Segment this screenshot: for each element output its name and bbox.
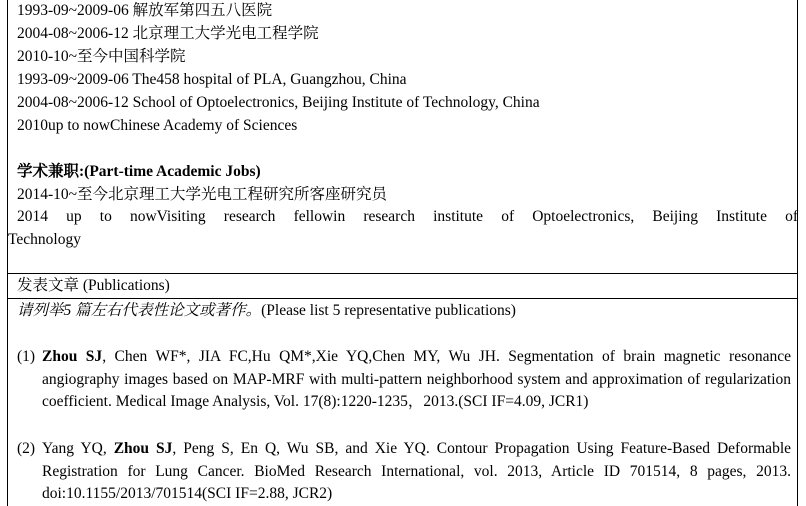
lead-author: Zhou SJ <box>42 348 103 365</box>
academic-jobs-heading: 学术兼职:(Part-time Academic Jobs) <box>17 163 261 180</box>
publication-number: (1) <box>17 348 36 365</box>
experience-line-5: 2004-08~2006-12 School of Optoelectronics, Beijing Institute of Technology, China <box>17 94 540 111</box>
lead-author: Zhou SJ <box>113 440 173 457</box>
experience-line-6: 2010up to nowChinese Academy of Sciences <box>17 117 298 134</box>
publications-heading: 发表文章 (Publications) <box>17 277 170 294</box>
publication-number: (2) <box>17 440 36 457</box>
experience-line-3: 2010-10~至今中国科学院 <box>17 48 186 65</box>
publication-pre: Yang YQ, <box>42 440 114 457</box>
academic-job-en: 2014 up to nowVisiting research fellowin research institute of Optoelectronics, Beijing Institute of <box>17 208 798 225</box>
academic-job-cn: 2014-10~至今北京理工大学光电工程研究所客座研究员 <box>17 186 388 203</box>
publication-item-2 <box>17 438 791 506</box>
publication-text: , Chen WF*, JIA FC,Hu QM*,Xie YQ,Chen MY, Wu JH. Segmentation of brain magnetic resonance angiography images based on MAP-MRF with multi-pattern neighborhood system and approximation of regularization coefficient. Medical Image Analysis, Vol. 17(8):1220-1235，2013.(SCI IF=4.09, JCR1) <box>42 348 791 410</box>
experience-line-1: 1993-09~2009-06 解放军第四五八医院 <box>17 2 273 19</box>
instruction-en: (Please list 5 representative publications) <box>261 302 516 319</box>
publication-text: , Peng S, En Q, Wu SB, and Xie YQ. Contour Propagation Using Feature-Based Deformable Registration for Lung Cancer. BioMed Research International, vol. 2013, Article ID 701514, 8 pages, 2013. doi:10.1155/2013/701514(SCI IF=2.88, JCR2) <box>42 440 791 502</box>
publication-item-1 <box>17 346 791 414</box>
experience-line-4: 1993-09~2009-06 The458 hospital of PLA, Guangzhou, China <box>17 71 407 88</box>
divider-publications-top <box>7 273 798 274</box>
instruction-cn: 请列举5 篇左右代表性论文或著作。 <box>17 302 262 319</box>
publications-instruction <box>17 301 516 321</box>
divider-publications-bottom <box>7 298 798 299</box>
academic-job-en-cont: Technology <box>8 231 81 248</box>
experience-line-2: 2004-08~2006-12 北京理工大学光电工程学院 <box>17 25 319 42</box>
